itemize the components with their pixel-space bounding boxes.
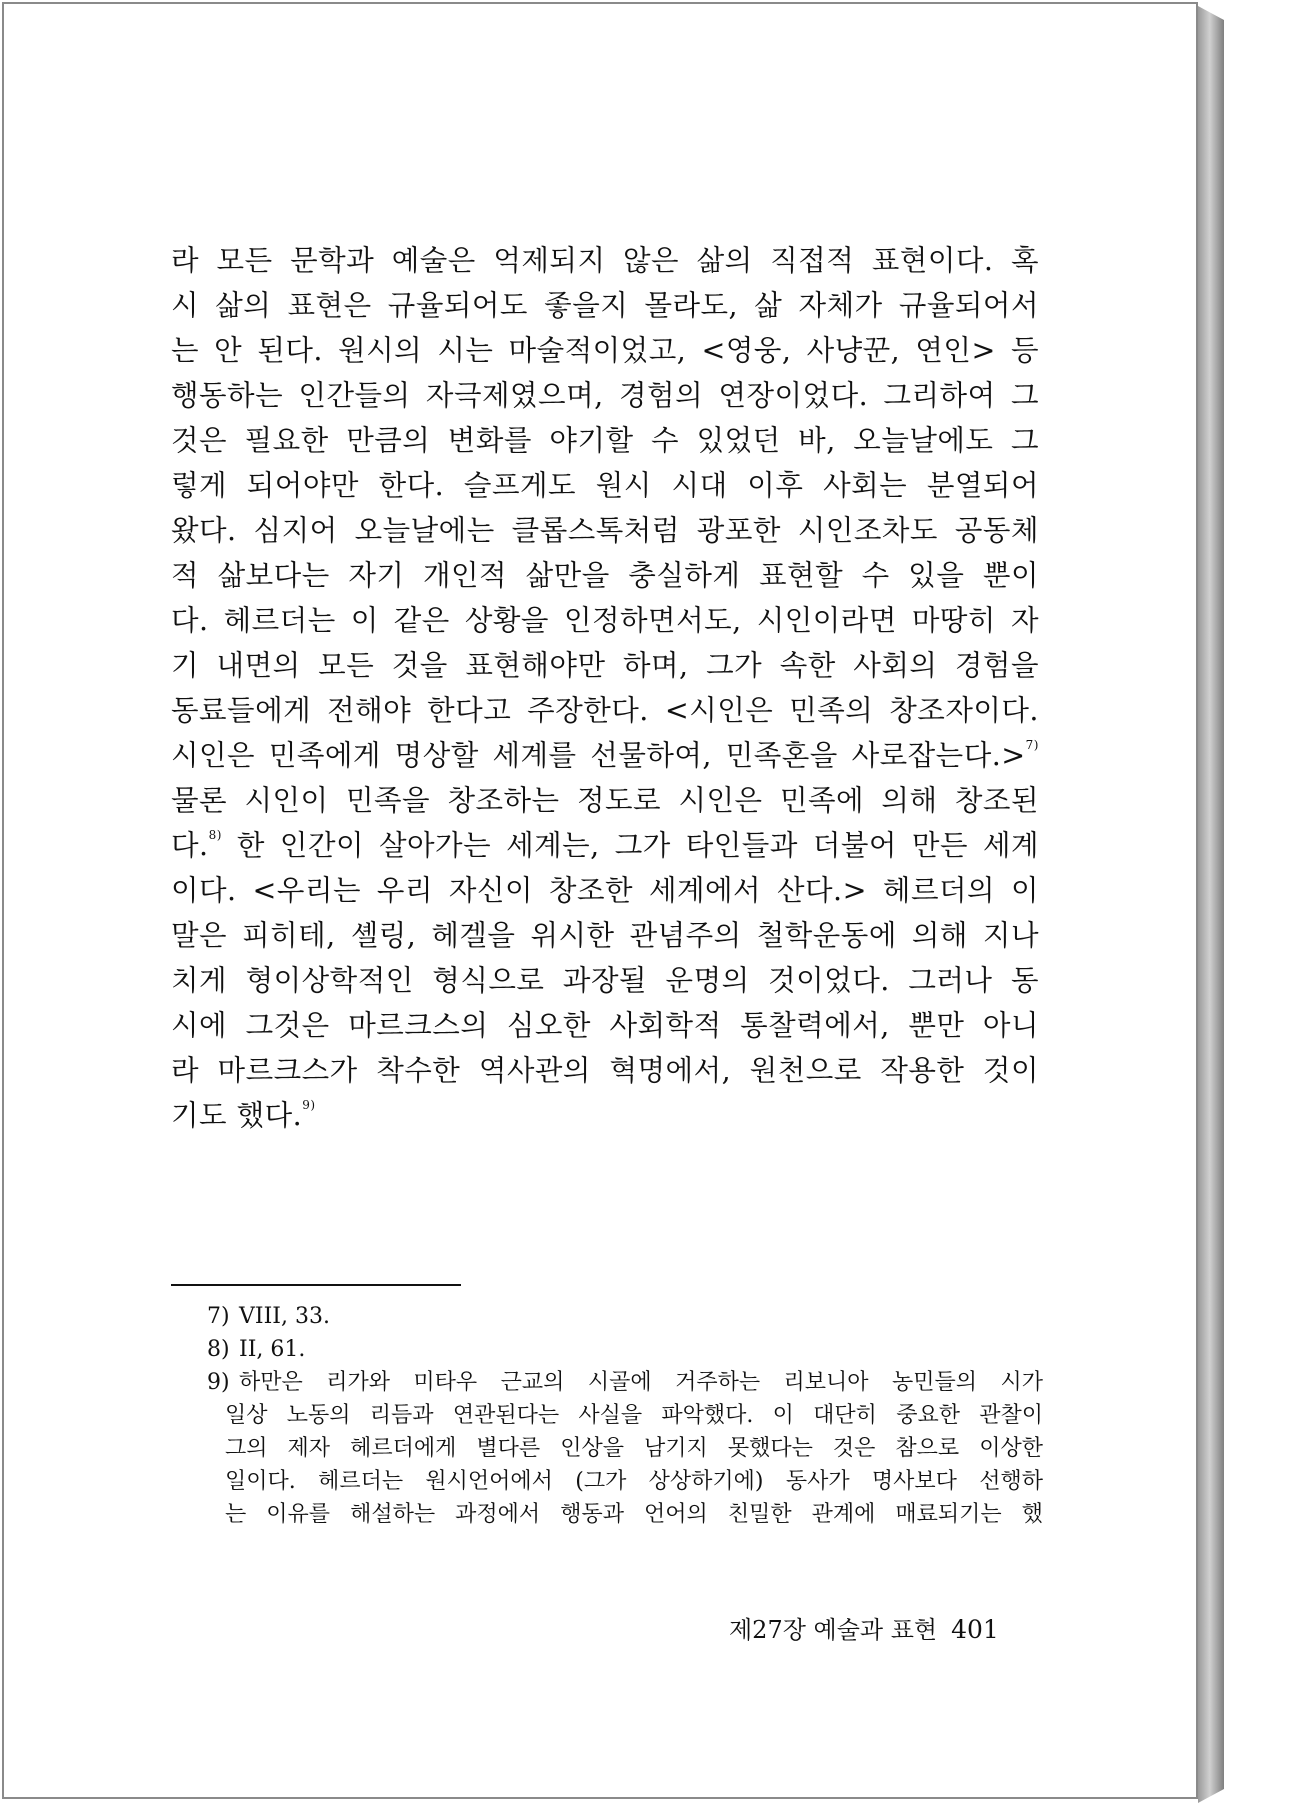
text-line: 동료들에게 전해야 한다고 주장한다. <시인은 민족의 창조자이다. xyxy=(171,694,1039,727)
text-line: 이다. <우리는 우리 자신이 창조한 세계에서 산다.> 헤르더의 이 xyxy=(171,874,1039,907)
text-line: 말은 피히테, 셸링, 헤겔을 위시한 관념주의 철학운동에 의해 지나 xyxy=(171,919,1039,952)
footnote-text: VIII, 33. xyxy=(239,1304,330,1329)
chapter-title: 제27장 예술과 표현 xyxy=(729,1616,938,1644)
text-line: 라 마르크스가 착수한 역사관의 혁명에서, 원천으로 작용한 것이 xyxy=(171,1054,1039,1087)
text-segment: 한 인간이 살아가는 세계는, 그가 타인들과 더불어 만든 세계 xyxy=(236,829,1040,862)
text-line: 적 삶보다는 자기 개인적 삶만을 충실하게 표현할 수 있을 뿐이 xyxy=(171,559,1039,592)
footnote-number: 8) xyxy=(207,1337,230,1362)
text-line: 렇게 되어야만 한다. 슬프게도 원시 시대 이후 사회는 분열되어 xyxy=(171,469,1039,502)
footnote-7 xyxy=(207,1300,1043,1333)
text-line: 는 안 된다. 원시의 시는 마술적이었고, <영웅, 사냥꾼, 연인> 등 xyxy=(171,334,1039,367)
footnote-divider xyxy=(171,1284,461,1286)
footnote-text: 하만은 리가와 미타우 근교의 시골에 거주하는 리보니아 농민들의 시가 xyxy=(239,1370,1043,1395)
footnote-number: 9) xyxy=(207,1370,230,1395)
footnote-number: 7) xyxy=(207,1304,230,1329)
text-line: 시에 그것은 마르크스의 심오한 사회학적 통찰력에서, 뿐만 아니 xyxy=(171,1009,1039,1042)
text-segment: 다. xyxy=(171,829,209,862)
text-line: 기 내면의 모든 것을 표현해야만 하며, 그가 속한 사회의 경험을 xyxy=(171,649,1039,682)
footnotes xyxy=(207,1300,1043,1531)
text-line: 왔다. 심지어 오늘날에는 클롭스톡처럼 광포한 시인조차도 공동체 xyxy=(171,514,1039,547)
text-line: 행동하는 인간들의 자극제였으며, 경험의 연장이었다. 그리하여 그 xyxy=(171,379,1039,412)
footnote-line xyxy=(207,1366,1043,1399)
footnote-marker-9[interactable]: 9) xyxy=(302,1098,316,1112)
text-line: 것은 필요한 만큼의 변화를 야기할 수 있었던 바, 오늘날에도 그 xyxy=(171,424,1039,457)
running-footer xyxy=(729,1613,999,1647)
text-segment: 기도 했다. xyxy=(171,1099,303,1132)
text-line xyxy=(171,733,1039,778)
text-line: 라 모든 문학과 예술은 억제되지 않은 삶의 직접적 표현이다. 혹 xyxy=(171,244,1039,277)
page-edge-shadow xyxy=(1198,6,1224,1803)
main-text xyxy=(171,238,1039,1138)
text-line: 다. 헤르더는 이 같은 상황을 인정하면서도, 시인이라면 마땅히 자 xyxy=(171,604,1039,637)
footnote-8 xyxy=(207,1333,1043,1366)
text-line: 시 삶의 표현은 규율되어도 좋을지 몰라도, 삶 자체가 규율되어서 xyxy=(171,289,1039,322)
text-line: 물론 시인이 민족을 창조하는 정도로 시인은 민족에 의해 창조된 xyxy=(171,784,1039,817)
footnote-marker-7[interactable]: 7) xyxy=(1025,738,1039,752)
text-line xyxy=(171,1093,1039,1138)
footnote-line: 그의 제자 헤르더에게 별다른 인상을 남기지 못했다는 것은 참으로 이상한 xyxy=(225,1436,1043,1461)
footnote-text: II, 61. xyxy=(239,1337,306,1362)
footnote-line: 일이다. 헤르더는 원시언어에서 (그가 상상하기에) 동사가 명사보다 선행하 xyxy=(225,1469,1043,1494)
footnote-marker-8[interactable]: 8) xyxy=(208,828,222,842)
footnote-9 xyxy=(207,1366,1043,1531)
text-line xyxy=(171,823,1039,868)
footnote-line: 는 이유를 해설하는 과정에서 행동과 언어의 친밀한 관계에 매료되기는 했 xyxy=(225,1502,1043,1527)
text-line: 치게 형이상학적인 형식으로 과장될 운명의 것이었다. 그러나 동 xyxy=(171,964,1039,997)
page-number: 401 xyxy=(951,1615,999,1644)
text-segment: 시인은 민족에게 명상할 세계를 선물하여, 민족혼을 사로잡는다.> xyxy=(171,739,1026,772)
footnote-line: 일상 노동의 리듬과 연관된다는 사실을 파악했다. 이 대단히 중요한 관찰이 xyxy=(225,1403,1043,1428)
book-page xyxy=(2,2,1198,1799)
